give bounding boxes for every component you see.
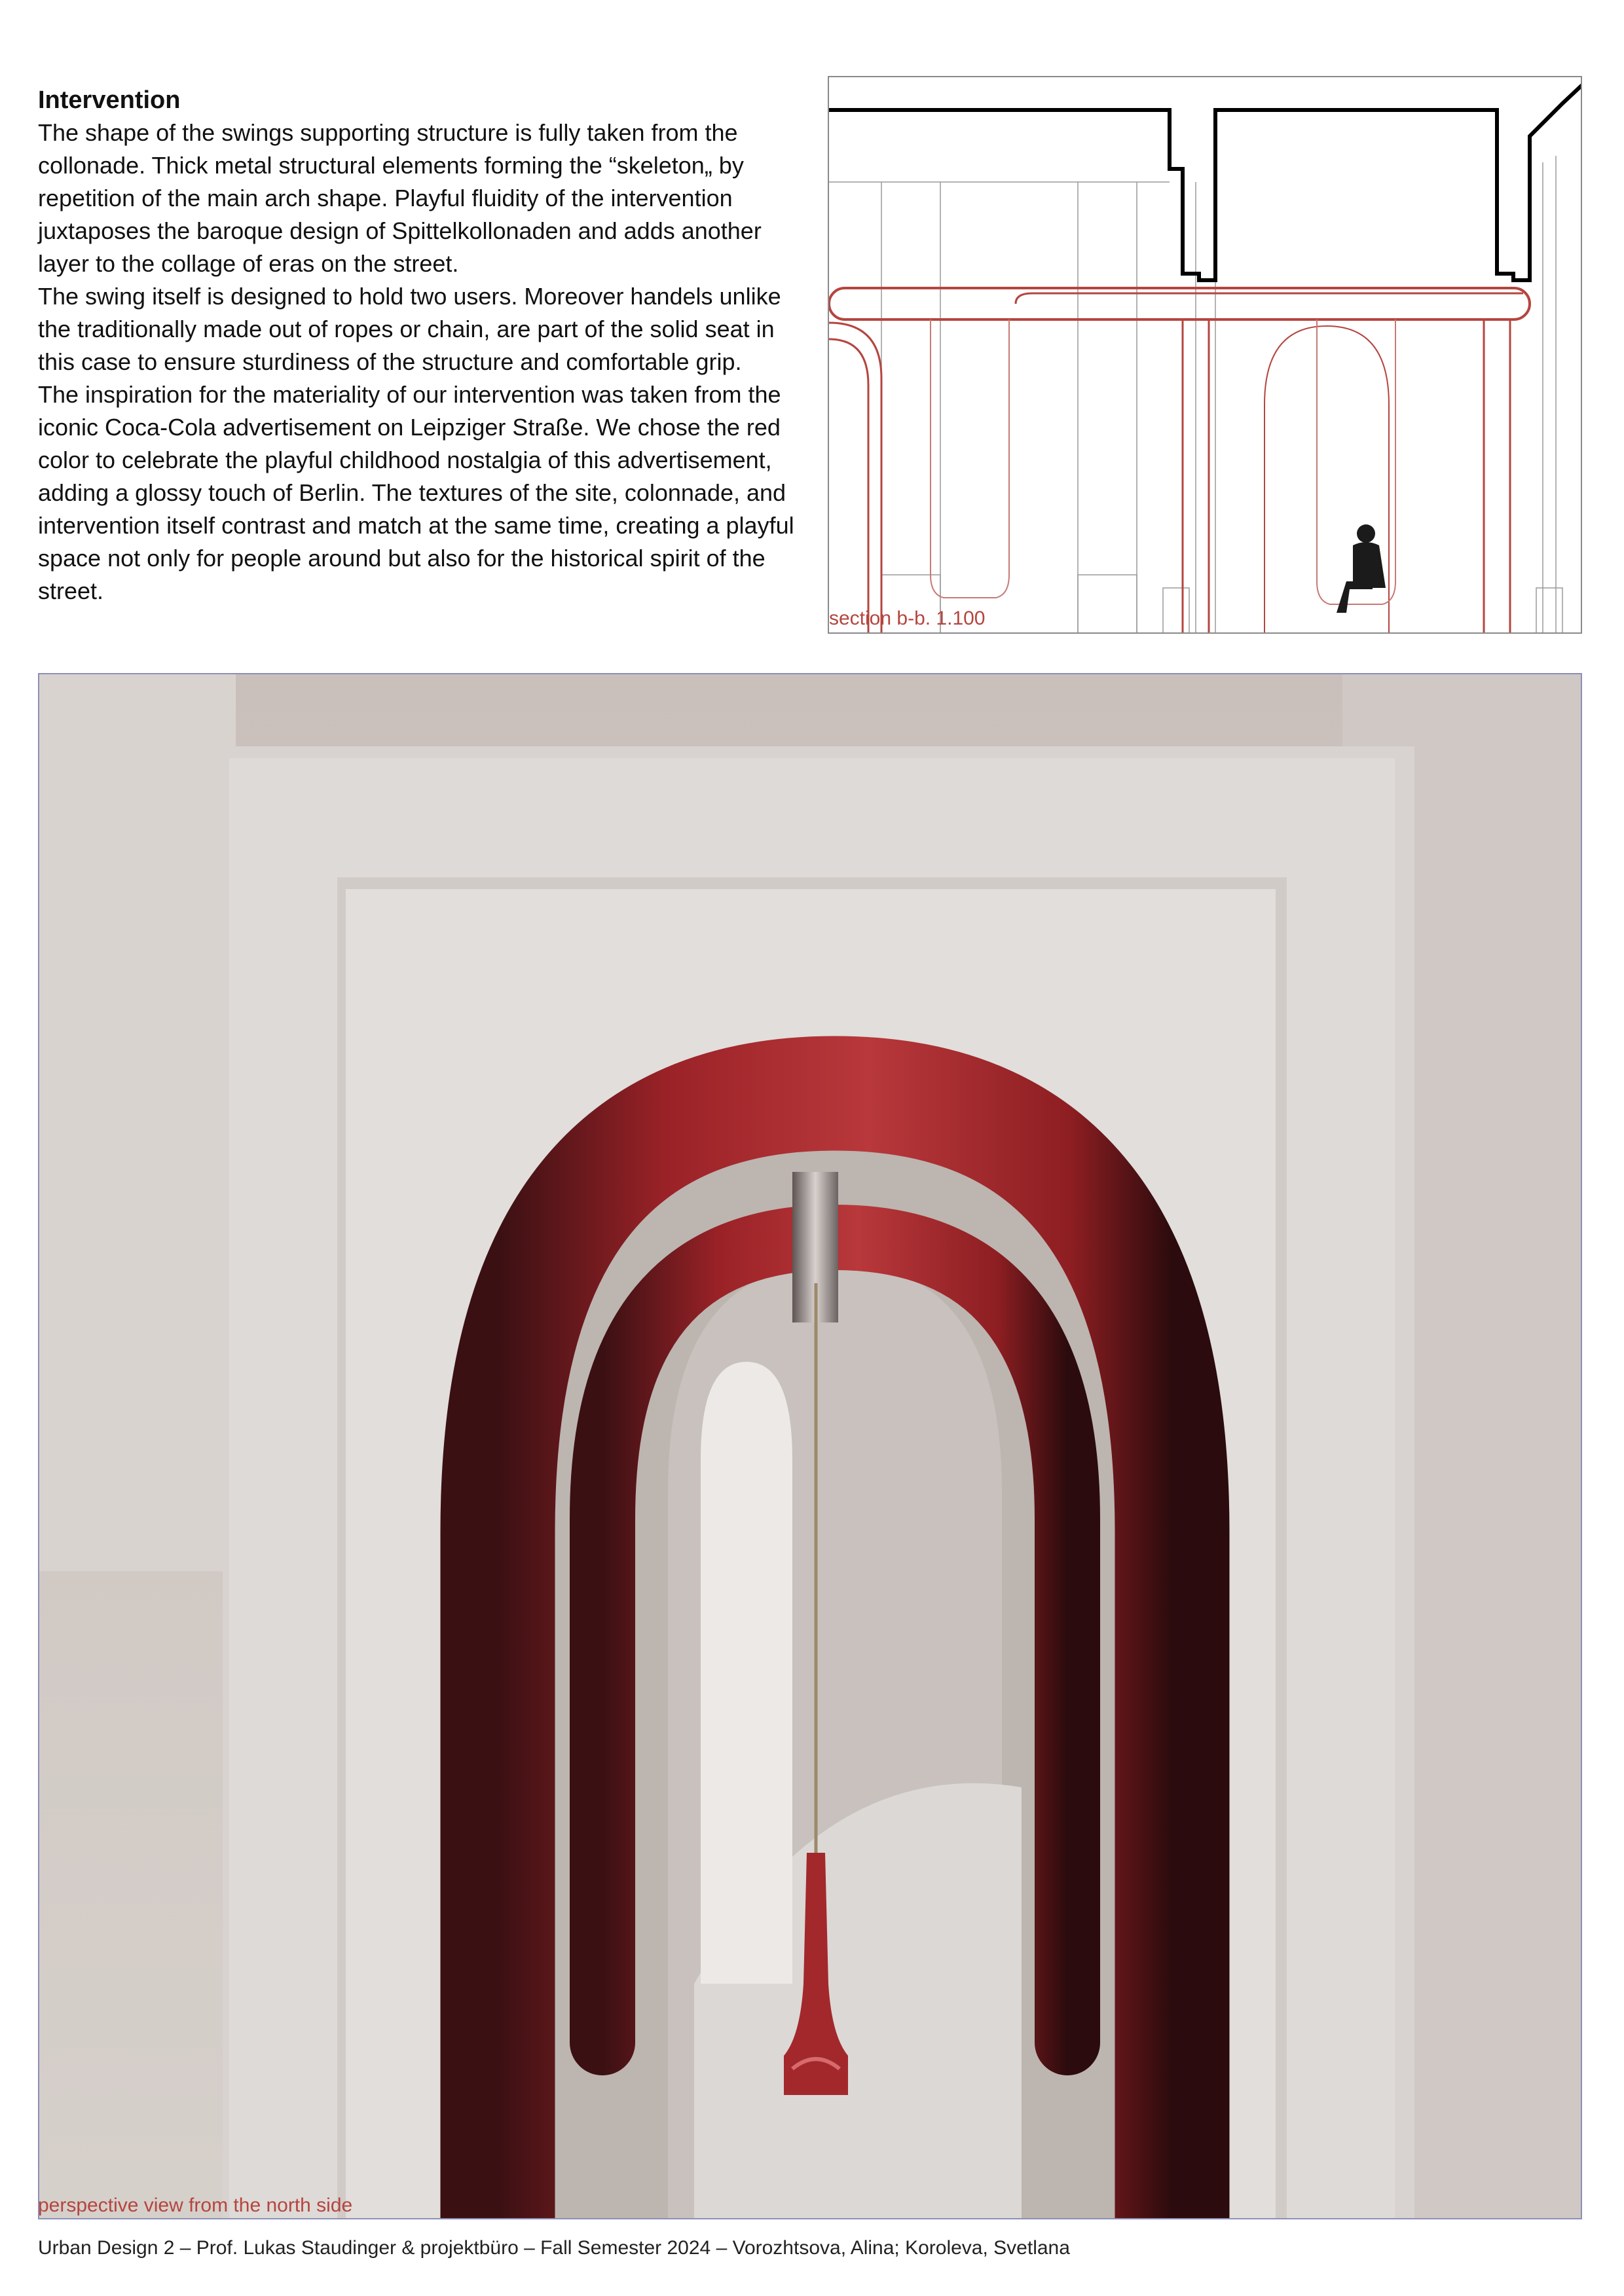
section-caption: section b-b. 1.100	[829, 608, 986, 629]
perspective-render	[38, 673, 1582, 2219]
swings	[931, 319, 1395, 604]
perspective-render-svg	[39, 674, 1582, 2219]
paragraph-materiality: The inspiration for the materiality of our intervention was taken from the iconic Coca-Cola advertisement on Leipziger Straße. We chose the red color to celebrate the playful childhood nostalgia of this advertisement, adding a glossy touch of Berlin. The textures of the site, colonnade, and intervention itself contrast and match at the same time, creating a playful space not only for people around but also for the historical spirit of the street.	[38, 381, 794, 604]
perspective-caption: perspective view from the north side	[38, 2195, 353, 2216]
section-heading: Intervention	[38, 86, 181, 114]
paragraph-structure: The shape of the swings supporting structure is fully taken from the collonade. Thick metal structural elements forming the “skeleton„ by repetition of the main arch shape. Playful fluidity of the intervention juxtaposes the baroque design of Spittelkollonaden and adds another layer to the collage of eras on the street.	[38, 119, 762, 277]
section-drawing-svg	[829, 77, 1582, 634]
section-drawing	[828, 76, 1582, 634]
intervention-text	[38, 84, 798, 608]
page-footer: Urban Design 2 – Prof. Lukas Staudinger & projektbüro – Fall Semester 2024 – Vorozhtsova, Alina; Koroleva, Svetlana	[38, 2237, 1070, 2259]
paragraph-swing: The swing itself is designed to hold two users. Moreover handels unlike the traditionally made out of ropes or chain, are part of the solid seat in this case to ensure sturdiness of the structure and comfortable grip.	[38, 283, 781, 375]
person-silhouette	[1337, 524, 1386, 613]
colonnade-columns	[829, 156, 1562, 634]
